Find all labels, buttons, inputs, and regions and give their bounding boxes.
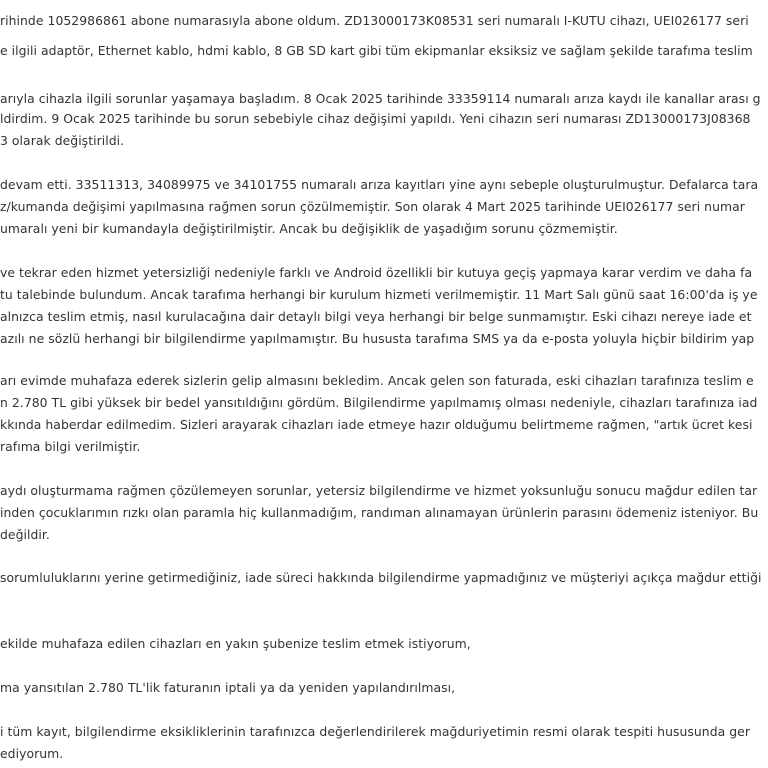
text-line: aydı oluşturmama rağmen çözülemeyen sorunlar, yetersiz bilgilendirme ve hizmet yoksunluğu sonucu mağdur edilen tar xyxy=(0,483,758,498)
text-line: ekilde muhafaza edilen cihazları en yakın şubenize teslim etmek istiyorum, xyxy=(0,636,471,651)
text-line: i tüm kayıt, bilgilendirme eksikliklerinin tarafınızca değerlendirilerek mağduriyetimin resmi olarak tespiti hususunda ger xyxy=(0,724,750,739)
text-line: rihinde 1052986861 abone numarasıyla abone oldum. ZD13000173K08531 seri numaralı I-KUTU cihazı, UEI026177 seri xyxy=(0,13,749,28)
text-line: azılı ne sözlü herhangi bir bilgilendirme yapılmamıştır. Bu hususta tarafıma SMS ya da e-posta yoluyla hiçbir bildirim yap xyxy=(0,331,755,346)
text-line: inden çocuklarımın rızkı olan paramla hiç kullanmadığım, randıman alınamayan ürünlerin parasını ödemeniz isteniyor. Bu xyxy=(0,505,759,520)
text-line: ma yansıtılan 2.780 TL'lik faturanın iptali ya da yeniden yapılandırılması, xyxy=(0,680,456,695)
text-line: umaralı yeni bir kumandayla değiştirilmiştir. Ancak bu değişiklik de yaşadığım sorunu çözmemiştir. xyxy=(0,221,618,236)
text-line: e ilgili adaptör, Ethernet kablo, hdmi kablo, 8 GB SD kart gibi tüm ekipmanlar eksiksiz ve sağlam şekilde tarafıma teslim xyxy=(0,43,753,58)
text-line: ve tekrar eden hizmet yetersizliği nedeniyle farklı ve Android özellikli bir kutuya geçiş yapmaya karar verdim ve daha fa xyxy=(0,265,753,280)
text-line: arı evimde muhafaza ederek sizlerin gelip almasını bekledim. Ancak gelen son faturada, eski cihazları tarafınıza teslim e xyxy=(0,373,754,388)
text-line: devam etti. 33511313, 34089975 ve 34101755 numaralı arıza kayıtları yine aynı sebeple oluşturulmuştur. Defalarca tara xyxy=(0,177,759,192)
text-line: arıyla cihazla ilgili sorunlar yaşamaya başladım. 8 Ocak 2025 tarihinde 33359114 numaralı arıza kaydı ile kanallar arası g xyxy=(0,91,761,106)
text-line: ldirdim. 9 Ocak 2025 tarihinde bu sorun sebebiyle cihaz değişimi yapıldı. Yeni cihazın seri numarası ZD13000173J08368 xyxy=(0,111,751,126)
text-line: tu talebinde bulundum. Ancak tarafıma herhangi bir kurulum hizmeti verilmemiştir. 11 Mart Salı günü saat 16:00'da iş ye xyxy=(0,287,758,302)
text-line: rafıma bilgi verilmiştir. xyxy=(0,439,141,454)
text-line: kkında haberdar edilmedim. Sizleri arayarak cihazları iade etmeye hazır olduğumu belirtmeme rağmen, "artık ücret kesi xyxy=(0,417,753,432)
text-line: 3 olarak değiştirildi. xyxy=(0,133,125,148)
text-line: değildir. xyxy=(0,527,50,542)
text-line: n 2.780 TL gibi yüksek bir bedel yansıtıldığını gördüm. Bilgilendirme yapılmamış olması nedeniyle, cihazları tarafınıza iad xyxy=(0,395,758,410)
text-line: sorumluluklarını yerine getirmediğiniz, iade süreci hakkında bilgilendirme yapmadığınız ve müşteriyi açıkça mağdur ettiği xyxy=(0,570,762,585)
text-line: alnızca teslim etmiş, nasıl kurulacağına dair detaylı bilgi veya herhangi bir belge sunmamıştır. Eski cihazı nereye iade et xyxy=(0,309,752,324)
text-line: ediyorum. xyxy=(0,746,64,761)
text-line: z/kumanda değişimi yapılmasına rağmen sorun çözülmemiştir. Son olarak 4 Mart 2025 tarihinde UEI026177 seri numar xyxy=(0,199,745,214)
